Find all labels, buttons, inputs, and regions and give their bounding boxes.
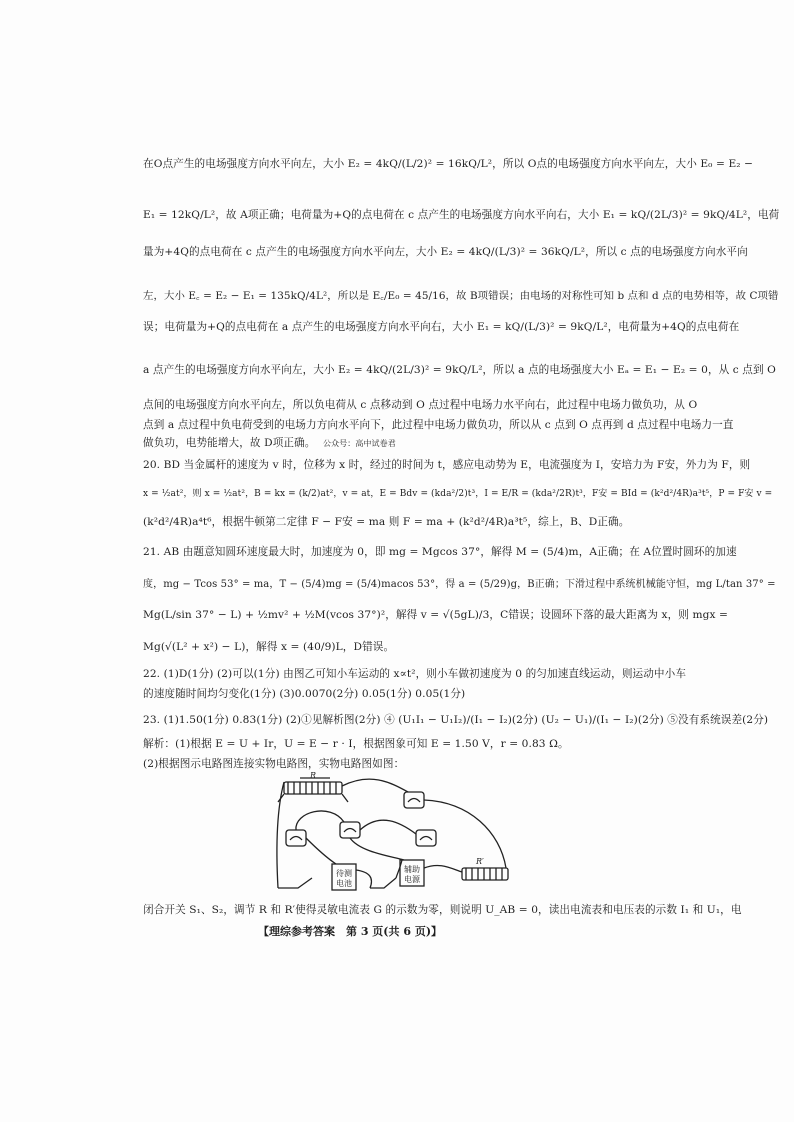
- rheostat-r: [284, 782, 342, 794]
- text-line: 在O点产生的电场强度方向水平向左，大小 E₂ = 4kQ/(L/2)² = 16kQ/L²，所以 O点的电场强度方向水平向左，大小 E₀ = E₂ −: [143, 158, 754, 170]
- battery-label-2: 电池: [336, 879, 352, 888]
- text-line: 点到 a 点过程中负电荷受到的电场力方向水平向下，此过程中电场力做负功，所以从 c 点到 O 点再到 d 点过程中电场力一直: [143, 419, 734, 431]
- source-label-2: 电源: [404, 875, 420, 884]
- text-line: 左，大小 E꜀ = E₂ − E₁ = 135kQ/4L²，所以是 E꜀/E₀ = 45/16，故 B项错误；由电场的对称性可知 b 点和 d 点的电势相等，故 C项错: [143, 290, 779, 302]
- text-line: 误；电荷量为+Q的点电荷在 a 点产生的电场强度方向水平向右，大小 E₁ = kQ/(L/3)² = 9kQ/L²，电荷量为+4Q的点电荷在: [143, 321, 740, 333]
- text-line: Mg(L/sin 37° − L) + ½mv² + ½M(vcos 37°)²，解得 v = √(5gL)/3，C错误；设圆环下落的最大距离为 x，则 mgx =: [143, 609, 728, 621]
- text-line: [143, 436, 396, 451]
- answer-20-line: 20. BD 当金属杆的速度为 v 时，位移为 x 时，经过的时间为 t，感应电动势为 E，电流强度为 I，安培力为 F安，外力为 F，则: [143, 459, 751, 471]
- answer-21-line: 21. AB 由题意知圆环速度最大时，加速度为 0，即 mg = Mgcos 37°，解得 M = (5/4)m，A正确；在 A位置时圆环的加速: [143, 546, 737, 558]
- answer-22-line: 22. (1)D(1分) (2)可以(1分) 由图乙可知小车运动的 x∝t²，则小车做初速度为 0 的匀加速直线运动，则运动中小车: [143, 668, 687, 680]
- label-r: R: [310, 772, 317, 780]
- page-footer: 【理综参考答案 第 3 页(共 6 页)】: [258, 925, 443, 938]
- text-line: 的速度随时间均匀变化(1分) (3)0.0070(2分) 0.05(1分) 0.05(1分): [143, 688, 466, 700]
- circuit-diagram: [270, 772, 520, 898]
- ammeter-top: [404, 792, 424, 808]
- text-line: a 点产生的电场强度方向水平向左，大小 E₂ = 4kQ/(2L/3)² = 9kQ/L²，所以 a 点的电场强度大小 Eₐ = E₁ − E₂ = 0，从 c 点到 O: [143, 364, 776, 376]
- text-line: E₁ = 12kQ/L²，故 A项正确；电荷量为+Q的点电荷在 c 点产生的电场强度方向水平向右，大小 E₁ = kQ/(2L/3)² = 9kQ/4L²，电荷: [143, 209, 780, 221]
- text-line: 点间的电场强度方向水平向左，所以负电荷从 c 点移动到 O 点过程中电场力水平向右，此过程中电场力做负功，从 O: [143, 399, 698, 411]
- meter-left: [286, 830, 306, 846]
- switch-s1: [278, 878, 312, 888]
- text-line: (k²d²/4R)a⁴t⁶，根据牛顿第二定律 F − F安 = ma 则 F = ma + (k²d²/4R)a³t⁵，综上，B、D正确。: [143, 516, 630, 528]
- text-line: 量为+4Q的点电荷在 c 点产生的电场强度方向水平向左，大小 E₂ = 4kQ/(L/3)² = 36kQ/L²，所以 c 点的电场强度方向水平向: [143, 246, 748, 258]
- galvanometer-g: [340, 822, 360, 838]
- rheostat-r-prime: [462, 868, 508, 880]
- meter-right: [416, 830, 436, 846]
- battery-label-1: 待测: [336, 869, 352, 878]
- text-line: 解析：(1)根据 E = U + Ir，U = E − r · I，根据图象可知 E = 1.50 V，r = 0.83 Ω。: [143, 738, 569, 750]
- text-line: Mg(√(L² + x²) − L)，解得 x = (40/9)L，D错误。: [143, 641, 395, 653]
- text-line: 度，mg − Tcos 53° = ma，T − (5/4)mg = (5/4)macos 53°，得 a = (5/29)g，B正确；下滑过程中系统机械能守恒，mg L/tan 37° =: [143, 579, 776, 590]
- text-line: x = ½at²，则 x = ½at²，B = kx = (k/2)at²，v = at，E = Bdv = (kda²/2)t³，I = E/R = (kda²/2R)t³，F安 = BId = (k²d²/4R)a³t⁵，P = F安 v =: [143, 489, 773, 499]
- text-line: 闭合开关 S₁、S₂，调节 R 和 R′使得灵敏电流表 G 的示数为零，则说明 U_AB = 0，读出电流表和电压表的示数 I₁ 和 U₁，电: [143, 904, 742, 916]
- source-label-1: 辅助: [404, 865, 420, 874]
- answer-23-line: 23. (1)1.50(1分) 0.83(1分) (2)①见解析图(2分) ④ (U₁I₁ − U₁I₂)/(I₁ − I₂)(2分) (U₂ − U₁)/(I₁ − I₂)(2分) ⑤没有系统误差(2分): [143, 714, 769, 726]
- label-r-prime: R′: [476, 857, 484, 866]
- switch-s2: [370, 878, 396, 888]
- watermark: 公众号：高中试卷君: [322, 439, 396, 448]
- text-span: 做负功，电势能增大，故 D项正确。: [143, 437, 316, 449]
- text-line: (2)根据图示电路图连接实物电路图，实物电路图如图：: [143, 758, 405, 770]
